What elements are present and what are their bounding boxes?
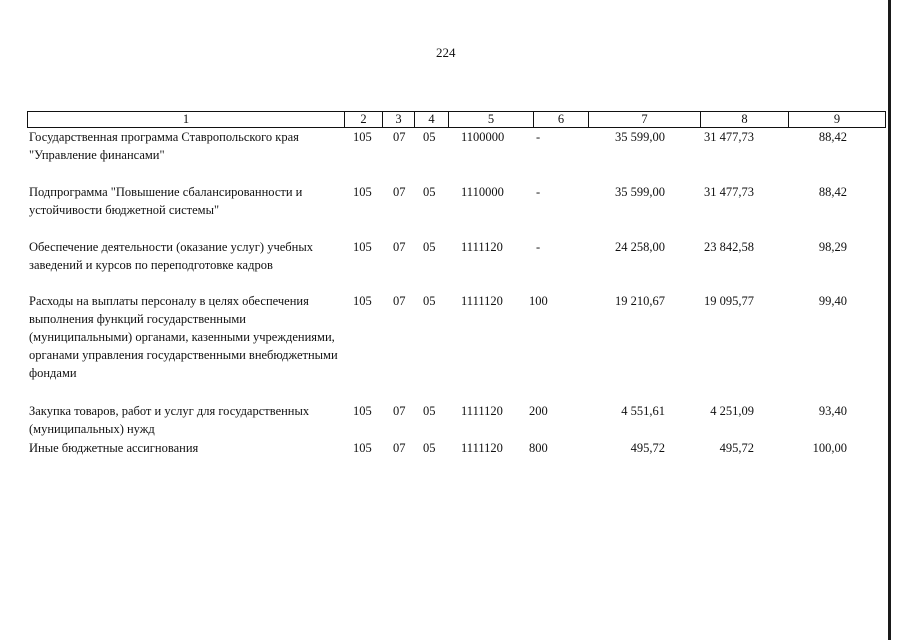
row-col-5: 1100000 bbox=[461, 130, 505, 144]
row-col-3: 07 bbox=[393, 130, 406, 144]
row-col-7: 35 599,00 bbox=[615, 130, 665, 144]
header-cell-5: 5 bbox=[449, 112, 534, 127]
row-col-9: 93,40 bbox=[818, 404, 847, 418]
row-col-6: - bbox=[536, 130, 541, 144]
header-cell-8: 8 bbox=[701, 112, 789, 127]
row-col-2: 105 bbox=[353, 404, 372, 418]
row-col-5: 1111120 bbox=[461, 441, 503, 455]
row-col-7: 24 258,00 bbox=[615, 240, 665, 254]
row-name: Обеспечение деятельности (оказание услуг) учебных заведений и курсов по переподготовке кадров bbox=[29, 240, 313, 272]
row-col-8: 19 095,77 bbox=[704, 294, 754, 308]
page-edge-rule bbox=[888, 0, 891, 640]
row-col-3: 07 bbox=[393, 294, 406, 308]
row-col-2: 105 bbox=[353, 185, 372, 199]
row-col-6: - bbox=[536, 240, 541, 254]
row-col-4: 05 bbox=[423, 130, 436, 144]
row-col-8: 23 842,58 bbox=[704, 240, 754, 254]
row-col-8: 495,72 bbox=[719, 441, 754, 455]
row-col-8: 31 477,73 bbox=[704, 130, 754, 144]
row-col-9: 88,42 bbox=[818, 185, 847, 199]
row-col-3: 07 bbox=[393, 240, 406, 254]
row-col-6: 200 bbox=[529, 404, 548, 418]
row-col-2: 105 bbox=[353, 294, 372, 308]
row-col-5: 1111120 bbox=[461, 240, 503, 254]
row-col-5: 1110000 bbox=[461, 185, 504, 199]
row-col-8: 4 251,09 bbox=[710, 404, 754, 418]
header-cell-1: 1 bbox=[28, 112, 345, 127]
row-col-9: 99,40 bbox=[818, 294, 847, 308]
row-col-9: 100,00 bbox=[812, 441, 847, 455]
row-col-4: 05 bbox=[423, 404, 436, 418]
row-col-2: 105 bbox=[353, 130, 372, 144]
row-col-6: - bbox=[536, 185, 541, 199]
row-col-7: 4 551,61 bbox=[621, 404, 665, 418]
row-col-9: 98,29 bbox=[818, 240, 847, 254]
table-header bbox=[27, 111, 886, 128]
row-col-4: 05 bbox=[423, 441, 436, 455]
row-name: Расходы на выплаты персоналу в целях обеспечения выполнения функций государственными (муниципальными) органами, казенными учреждениями, органами управления государственными внебюджетными фондами bbox=[29, 294, 338, 380]
row-col-5: 1111120 bbox=[461, 294, 503, 308]
row-col-5: 1111120 bbox=[461, 404, 503, 418]
row-col-3: 07 bbox=[393, 441, 406, 455]
row-col-6: 100 bbox=[529, 294, 548, 308]
row-col-4: 05 bbox=[423, 240, 436, 254]
row-name: Государственная программа Ставропольского края "Управление финансами" bbox=[29, 130, 299, 162]
row-col-2: 105 bbox=[353, 240, 372, 254]
row-col-4: 05 bbox=[423, 185, 436, 199]
row-col-3: 07 bbox=[393, 404, 406, 418]
header-cell-3: 3 bbox=[383, 112, 415, 127]
row-col-7: 495,72 bbox=[630, 441, 665, 455]
header-cell-4: 4 bbox=[415, 112, 449, 127]
row-col-9: 88,42 bbox=[818, 130, 847, 144]
row-name: Подпрограмма "Повышение сбалансированности и устойчивости бюджетной системы" bbox=[29, 185, 303, 217]
header-cell-9: 9 bbox=[833, 112, 841, 126]
row-col-6: 800 bbox=[529, 441, 548, 455]
row-col-3: 07 bbox=[393, 185, 406, 199]
row-name: Иные бюджетные ассигнования bbox=[29, 441, 199, 455]
header-cell-6: 6 bbox=[534, 112, 589, 127]
row-col-2: 105 bbox=[353, 441, 372, 455]
row-col-4: 05 bbox=[423, 294, 436, 308]
row-name: Закупка товаров, работ и услуг для государственных (муниципальных) нужд bbox=[29, 404, 310, 436]
page-number: 224 bbox=[436, 45, 456, 60]
header-cell-7: 7 bbox=[589, 112, 701, 127]
row-col-8: 31 477,73 bbox=[704, 185, 754, 199]
row-col-7: 19 210,67 bbox=[615, 294, 665, 308]
header-cell-2: 2 bbox=[345, 112, 383, 127]
row-col-7: 35 599,00 bbox=[615, 185, 665, 199]
